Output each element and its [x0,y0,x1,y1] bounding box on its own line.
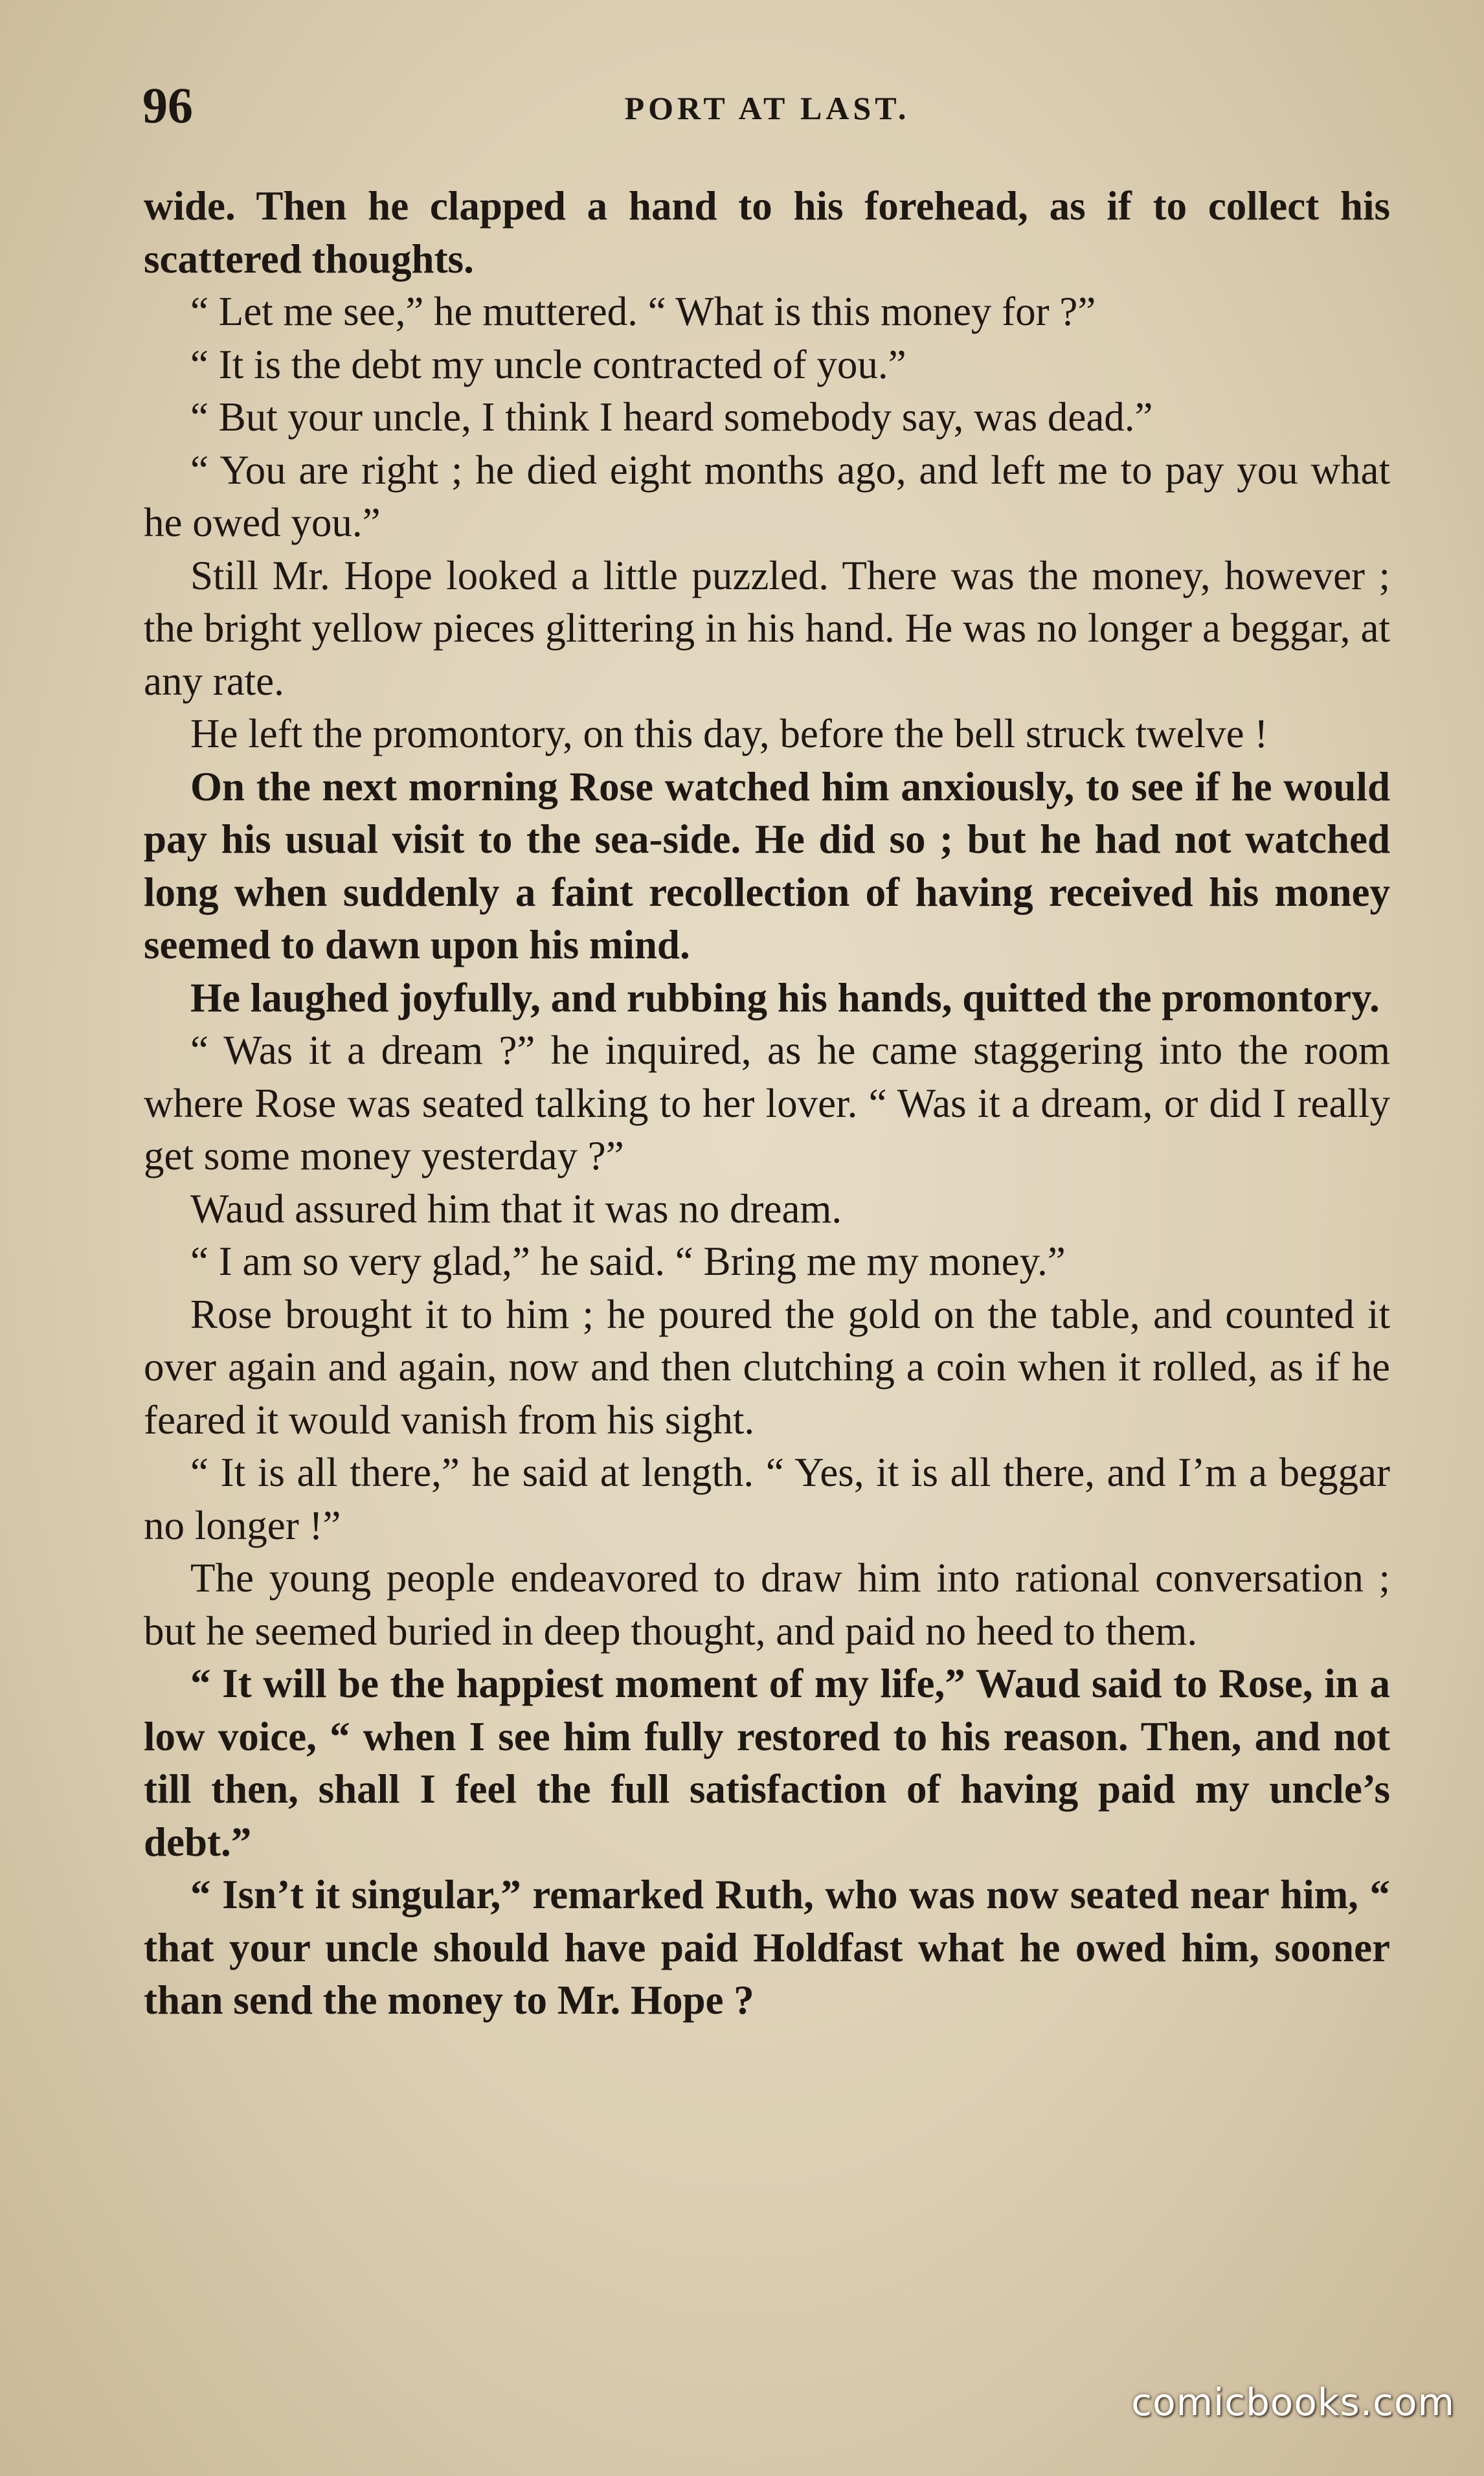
body-text [144,180,1390,2027]
paragraph: He left the promontory, on this day, before the bell struck twelve ! [190,711,1268,756]
paragraph: “ It is the debt my uncle contracted of you.” [190,341,906,387]
watermark: comicbooks.com [1131,2380,1455,2424]
paragraph: “ But your uncle, I think I heard somebody say, was dead.” [190,394,1153,440]
paragraph: Rose brought it to him ; he poured the gold on the table, and counted it over again and again, now and then clutching a coin when it rolled, as if he feared it would vanish from his sight. [144,1291,1390,1443]
paragraph: Waud assured him that it was no dream. [190,1186,842,1232]
paragraph: “ I am so very glad,” he said. “ Bring me my money.” [190,1239,1066,1284]
paragraph: The young people endeavored to draw him into rational conversation ; but he seemed buried in deep thought, and paid no heed to them. [144,1555,1390,1654]
paragraph: “ You are right ; he died eight months ago, and left me to pay you what he owed you.” [144,447,1390,545]
running-title: PORT AT LAST. [624,90,910,126]
paragraph: “ Let me see,” he muttered. “ What is this money for ?” [190,289,1096,334]
paragraph: On the next morning Rose watched him anxiously, to see if he would pay his usual visit to the sea-side. He did so ; but he had not watched long when suddenly a faint recollection of having received his money seemed to dawn upon his mind. [144,763,1390,967]
paragraph: Still Mr. Hope looked a little puzzled. There was the money, however ; the bright yellow pieces glittering in his hand. He was no longer a beggar, at any rate. [144,552,1390,704]
paragraph: “ Was it a dream ?” he inquired, as he came staggering into the room where Rose was seated talking to her lover. “ Was it a dream, or did I really get some money yesterday ?” [144,1028,1390,1178]
page-header [136,76,1399,135]
paragraph: wide. Then he clapped a hand to his forehead, as if to collect his scattered thoughts. [144,183,1390,282]
paragraph: “ It is all there,” he said at length. “ Yes, it is all there, and I’m a beggar no longer !” [144,1450,1390,1548]
paragraph: “ Isn’t it singular,” remarked Ruth, who was now seated near him, “ that your uncle should have paid Holdfast what he owed him, sooner than send the money to Mr. Hope ? [144,1872,1390,2023]
page-number: 96 [142,77,193,133]
paragraph: He laughed joyfully, and rubbing his hands, quitted the promontory. [190,974,1380,1020]
paragraph: “ It will be the happiest moment of my life,” Waud said to Rose, in a low voice, “ when I see him fully restored to his reason. Then, and not till then, shall I feel the full satisfaction of having paid my uncle’s debt.” [144,1661,1390,1865]
